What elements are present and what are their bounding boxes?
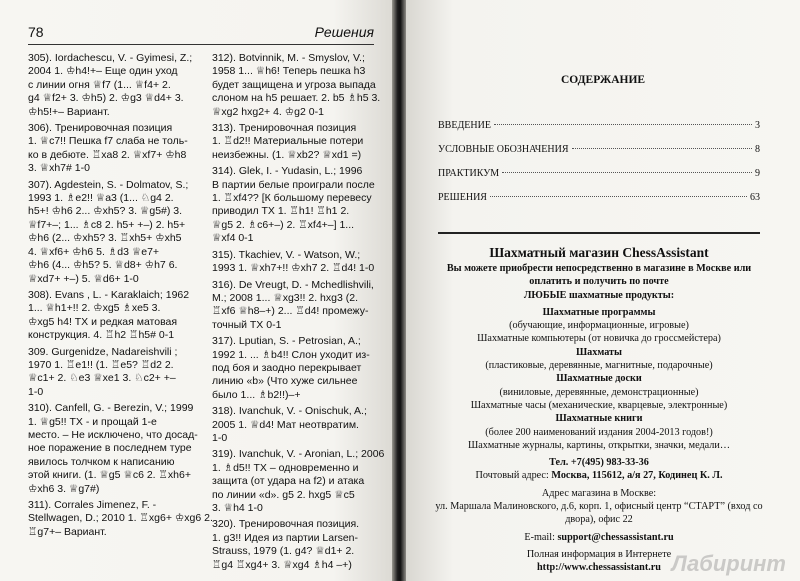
email-label: E-mail: (524, 531, 558, 543)
book-gutter (392, 0, 406, 581)
solution-line: 1993 1. ♗e2!! ♕a3 (1... ♘g4 2. (28, 192, 174, 205)
toc-row (438, 120, 760, 144)
solution-line: 1... ♕h1+!! 2. ♔xg5 ♗xe5 3. (28, 302, 161, 315)
toc-leader-dots (490, 196, 747, 197)
solution-line: по линии «d». g5 2. hxg5 ♕c5 (212, 488, 355, 501)
solution-line: 307). Agdestein, S. - Dolmatov, S.; (28, 178, 189, 191)
website: http://www.chessassistant.ru (537, 562, 661, 574)
toc-leader-dots (572, 148, 753, 149)
solution-line: ♔h6 (4... ♔h5? 5. ♕d8+ ♔h7 6. (28, 259, 178, 272)
books-line-2: Шахматные журналы, картины, открытки, значки, медали… (467, 439, 731, 451)
solution-entry (28, 179, 194, 286)
boards-line-1: (виниловые, деревянные, демонстрационные) (499, 386, 699, 398)
books-title: Шахматные книги (555, 413, 643, 425)
solution-line: 308). Evans , L. - Karaklaich; 1962 (28, 288, 190, 301)
solution-line: ко в дебюте. ♖xa8 2. ♕xf7+ ♔h8 (28, 148, 187, 161)
solution-line: h5+! ♔h6 2... ♔xh5? 3. ♕g5#) 3. (28, 205, 183, 218)
toc-page-number: 8 (755, 144, 760, 155)
solution-line: ♕c1+ 2. ♘e3 ♕xe1 3. ♘c2+ +– (28, 372, 176, 385)
boards-line-2: Шахматные часы (механические, кварцевые, электронные) (470, 399, 728, 411)
solution-entry (28, 52, 194, 119)
divider (438, 232, 760, 234)
solutions-column-2 (212, 52, 385, 575)
solution-line: 2004 1. ♔h4!+– Еще один уход (28, 65, 178, 78)
solution-line: защита (от удара на f2) и атака (212, 475, 365, 488)
toc-row (438, 168, 760, 192)
solution-line: ♔h6 (2... ♔xh5? 3. ♖xh5+ ♔xh5 (28, 232, 182, 245)
toc-title: СОДЕРЖАНИЕ (560, 74, 646, 86)
solution-line: место. – Не исключено, что досад- (28, 428, 198, 441)
shop-phone: Тел. +7(495) 983-33-36 (549, 457, 649, 469)
page-number: 78 (28, 24, 44, 40)
solution-entry (28, 402, 198, 496)
solution-line: точный ТХ 0-1 (212, 318, 282, 331)
solution-line: ♕xf4 0-1 (212, 232, 254, 245)
solution-line: 1993 1. ♕xh7+!! ♔xh7 2. ♖d4! 1-0 (212, 262, 375, 275)
toc-row (438, 192, 760, 216)
solution-line: конструкция. 4. ♖h2 ♖h5# 0-1 (28, 329, 175, 342)
solution-line: будет защищена и угроза выпада (212, 78, 376, 91)
solution-line: под боя и заодно перекрывает (212, 361, 362, 374)
postal-label: Почтовый адрес: (475, 470, 552, 482)
right-page (406, 0, 800, 581)
toc-leader-dots (494, 124, 752, 125)
solution-line: 311). Corrales Jimenez, F. - (28, 499, 157, 511)
postal-address (428, 469, 770, 482)
solution-line: 1. g3!! Идея из партии Larsen- (212, 531, 359, 544)
solution-line: ♖g7+– Вариант. (28, 525, 107, 538)
toc-row (438, 144, 760, 168)
toc-page-number: 63 (750, 192, 760, 203)
toc-page-number: 3 (755, 120, 760, 131)
solution-line: неизбежны. (1. ♕xb2? ♕xd1 =) (212, 148, 362, 161)
solution-line: 1. ♖d2!! Материальные потери (212, 135, 364, 148)
solution-entry (212, 249, 378, 276)
solution-line: 1970 1. ♖e1!! (1. ♖e5? ♖d2 2. (28, 358, 174, 371)
solution-entry (212, 448, 385, 515)
solution-line: 315). Tkachiev, V. - Watson, W.; (212, 248, 361, 261)
solution-entry (28, 346, 194, 400)
toc-leader-dots (502, 172, 752, 173)
solution-line: Stellwagen, D.; 2010 1. ♖xg6+ ♔xg6 2. (28, 512, 213, 525)
solution-line: В партии белые проиграли после (212, 178, 375, 191)
solution-line: ♔h5!+– Вариант. (28, 105, 110, 118)
shop-intro-2: оплатить и получить по почте (529, 276, 669, 288)
programs-line-1: (обучающие, информационные, игровые) (509, 320, 689, 332)
solution-line: 3. ♕h4 1-0 (212, 502, 263, 514)
chess-line: (пластиковые, деревянные, магнитные, подарочные) (485, 360, 713, 372)
solution-line: 310). Canfell, G. - Berezin, V.; 1999 (28, 402, 194, 415)
toc-entry-title: ВВЕДЕНИЕ (438, 120, 491, 131)
solution-line: линию «b» (Что хуже сильнее (212, 375, 358, 388)
left-page (0, 0, 392, 581)
solution-line: M.; 2008 1... ♕xg3!! 2. hxg3 (2. (212, 291, 358, 304)
solution-entry (212, 122, 378, 162)
solution-line: 1. ♗d5!! ТХ – одновременно и (212, 461, 359, 474)
solution-line: 2005 1. ♕d4! Мат неотвратим. (212, 418, 359, 431)
info-label: Полная информация в Интернете (526, 548, 672, 560)
solution-line: 1. ♕g5!! ТХ - и прощай 1-е (28, 415, 157, 428)
email-value: support@chessassistant.ru (557, 531, 674, 543)
programs-line-2: Шахматные компьютеры (от новичка до гроссмейстера) (477, 333, 721, 345)
chess-title: Шахматы (575, 346, 623, 358)
solution-line: ♔xh6 3. ♕g7#) (28, 482, 100, 495)
solution-entry (212, 405, 378, 445)
store-address-1: ул. Маршала Малиновского, д.6, корп. 1, офисный центр “СТАРТ” (вход со (435, 501, 763, 513)
solutions-column-1 (28, 52, 213, 575)
toc-entry-title: РЕШЕНИЯ (438, 192, 487, 203)
solution-line: ♔xg5 h4! ТХ и редкая матовая (28, 315, 178, 328)
solution-line: Strauss, 1979 (1. g4? ♕d1+ 2. (212, 545, 355, 558)
solution-line: 306). Тренировочная позиция (28, 122, 173, 135)
shop-heading: Шахматный магазин ChessAssistant (489, 245, 709, 260)
solution-entry (28, 499, 213, 539)
watermark-logo: Лабиринт (671, 551, 786, 576)
solution-entry (28, 289, 194, 343)
solution-entry (212, 165, 378, 245)
solution-line: 314). Glek, I. - Yudasin, L.; 1996 (212, 165, 363, 178)
solution-line: g4 ♕f2+ 3. ♔h5) 2. ♔g3 ♕d4+ 3. (28, 92, 184, 105)
solution-line: 1. ♖xf4?? [К большому перевесу (212, 192, 372, 205)
solution-line: приводил ТХ 1. ♖h1! ♖h1 2. (212, 205, 350, 218)
solution-entry (212, 279, 378, 333)
postal-value: Москва, 115612, а/я 27, Кодинец К. Л. (551, 470, 723, 482)
solution-line: ♕xd7+ +–) 5. ♕d6+ 1-0 (28, 272, 139, 285)
solution-line: 317). Lputian, S. - Petrosian, A.; (212, 335, 361, 348)
solution-line: 305). Iordachescu, V. - Gyimesi, Z.; (28, 52, 193, 64)
solution-line: явилось толчком к написанию (28, 455, 175, 468)
running-title: Решения (314, 24, 374, 40)
store-address-2: двора), офис 22 (565, 514, 633, 526)
solution-line: 319). Ivanchuk, V. - Aronian, L.; 2006 (212, 448, 385, 461)
shop-intro-1: Вы можете приобрести непосредственно в магазине в Москве или (446, 263, 752, 274)
solution-entry (212, 52, 381, 119)
toc-entry-title: ПРАКТИКУМ (438, 168, 500, 179)
solution-line: 313). Тренировочная позиция (212, 122, 357, 135)
shop-intro-3: ЛЮБЫЕ шахматные продукты: (523, 289, 675, 301)
email-line (428, 531, 770, 544)
solution-line: 320). Тренировочная позиция. (212, 518, 360, 531)
toc-page-number: 9 (755, 168, 760, 179)
solution-line: 312). Botvinnik, M. - Smyslov, V.; (212, 52, 365, 64)
solution-line: 1-0 (28, 385, 44, 398)
solution-line: 1. ♕c7!! Пешка f7 слаба не толь- (28, 135, 188, 148)
solution-line: 318). Ivanchuk, V. - Onischuk, A.; (212, 405, 367, 418)
solution-line: ное поражение в последнем туре (28, 442, 192, 455)
table-of-contents (438, 120, 760, 216)
solution-line: 1992 1. ... ♗b4!! Слон уходит из- (212, 348, 370, 361)
books-line-1: (более 200 наименований издания 2004-2013 годов!) (485, 426, 713, 438)
boards-title: Шахматные доски (556, 373, 642, 385)
solution-line: 316). De Vreugt, D. - Mchedlishvili, (212, 278, 374, 291)
solution-line: ♕f7+–; 1... ♗c8 2. h5+ +–) 2. h5+ (28, 218, 186, 231)
solutions-columns (28, 52, 385, 575)
solution-entry (28, 122, 194, 176)
solution-line: с линии огня ♕f7 (1... ♕f4+ 2. (28, 78, 171, 91)
solution-line: ♖xf6 ♕h8–+) 2... ♖d4! промежу- (212, 305, 369, 318)
solution-entry (212, 335, 378, 402)
solution-line: ♖g4 ♖xg4+ 3. ♕xg4 ♗h4 –+) (212, 558, 352, 571)
solution-entry (212, 518, 378, 572)
solution-line: было 1... ♗b2!!)–+ (212, 388, 301, 401)
solution-line: 1-0 (212, 431, 228, 444)
solution-line: слоном на h5 решает. 2. b5 ♗h5 3. (212, 92, 381, 105)
toc-entry-title: УСЛОВНЫЕ ОБОЗНАЧЕНИЯ (438, 144, 569, 155)
solution-line: 3. ♕xh7# 1-0 (28, 162, 90, 175)
solution-line: 4. ♕xf6+ ♔h6 5. ♗d3 ♕e7+ (28, 245, 160, 258)
store-label: Адрес магазина в Москве: (541, 487, 657, 499)
solution-line: ♕g5 2. ♗c6+–) 2. ♖xf4+–] 1... (212, 218, 355, 231)
page-header (28, 20, 374, 45)
solution-line: этой книги. (1. ♕g5 ♕c6 2. ♖xh6+ (28, 469, 191, 482)
programs-title: Шахматные программы (542, 306, 656, 318)
solution-line: 1958 1... ♕h6! Теперь пешка h3 (212, 65, 366, 78)
solution-line: 309. Gurgenidze, Nadareishvili ; (28, 345, 178, 358)
shop-advert (428, 244, 770, 575)
solution-line: ♕xg2 hxg2+ 4. ♔g2 0-1 (212, 105, 324, 118)
